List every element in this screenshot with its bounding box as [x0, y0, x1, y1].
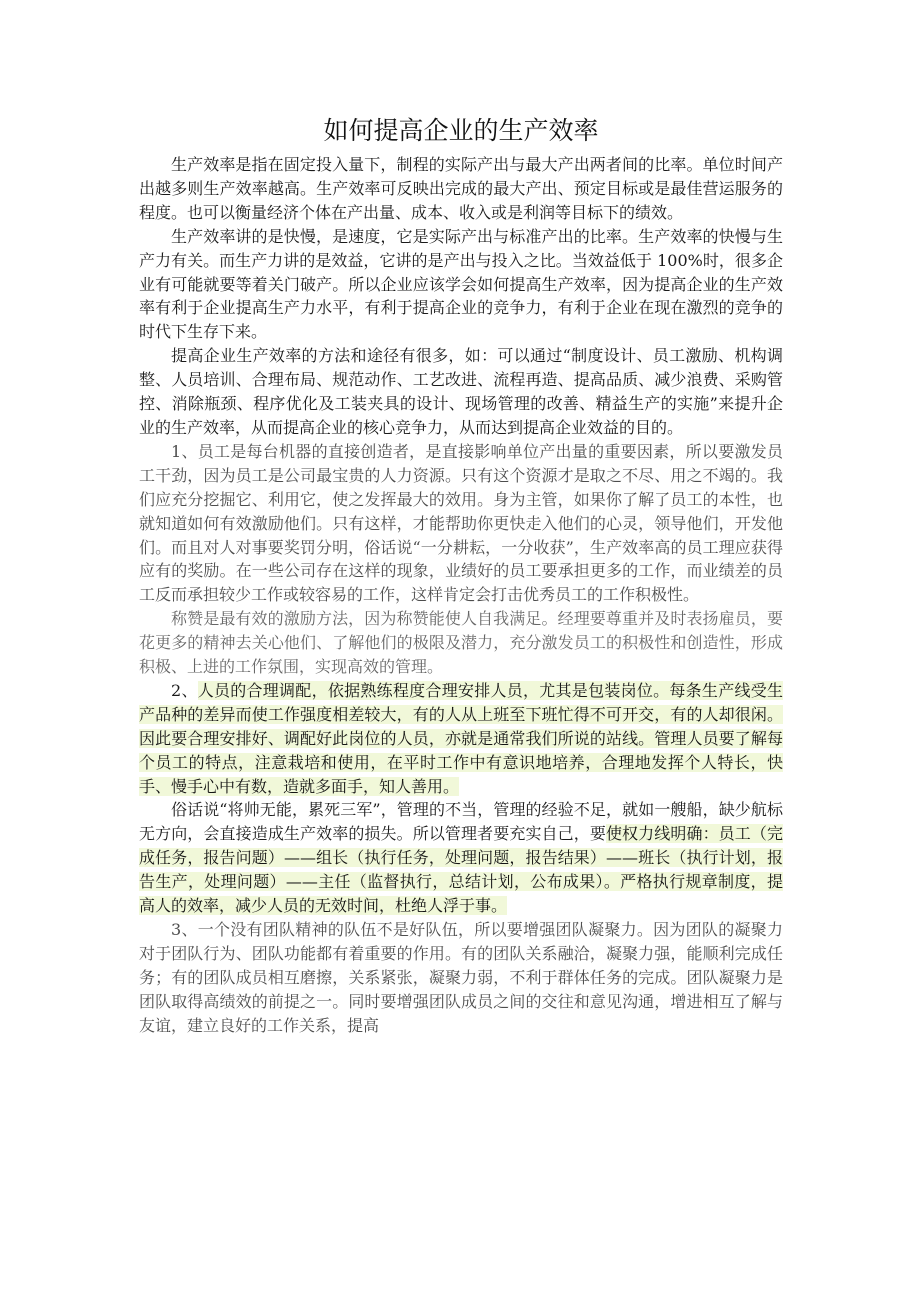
paragraph-staffing: [139, 679, 783, 799]
highlighted-text: 使权力线明确：员工（完成任务，报告问题）——组长（执行任务，处理问题，报告结果）——班长（执行计划，报告生产，处理问题）——主任（监督执行，总结计划，公布成果）。严格执行规章制度，提高人的效率，减少人员的无效时间，杜绝人浮于事。: [139, 824, 783, 916]
page-title: 如何提高企业的生产效率: [323, 116, 599, 145]
list-number: 2、: [171, 680, 198, 700]
paragraph-employees: 1、员工是每台机器的直接创造者，是直接影响单位产出量的重要因素，所以要激发员工干劲，因为员工是公司最宝贵的人力资源。只有这个资源才是取之不尽、用之不竭的。我们应充分挖掘它、利用它，使之发挥最大的效用。身为主管，如果你了解了员工的本性，也就知道如何有效激励他们。只有这样，才能帮助你更快走入他们的心灵，领导他们，开发他们。而且对人对事要奖罚分明，俗话说“一分耕耘，一分收获”，生产效率高的员工理应获得应有的奖励。在一些公司存在这样的现象，业绩好的员工要承担更多的工作，而业绩差的员工反而承担较少工作或较容易的工作，这样肯定会打击优秀员工的工作积极性。: [139, 441, 783, 605]
paragraph-teamwork: 3、一个没有团队精神的队伍不是好队伍，所以要增强团队凝聚力。因为团队的凝聚力对于团队行为、团队功能都有着重要的作用。有的团队关系融洽，凝聚力强，能顺利完成任务；有的团队成员相互磨擦，关系紧张，凝聚力弱，不利于群体任务的完成。团队凝聚力是团队取得高绩效的前提之一。同时要增强团队成员之间的交往和意见沟通，增进相互了解与友谊，建立良好的工作关系，提高: [139, 920, 783, 1035]
paragraph-speed: 生产效率讲的是快慢，是速度，它是实际产出与标准产出的比率。生产效率的快慢与生产力有关。而生产力讲的是效益，它讲的是产出与投入之比。当效益低于 100%时，很多企业有可能就要等着关门破产。所以企业应该学会如何提高生产效率，因为提高企业的生产效率有利于企业提高生产力水平，有利于提高企业的竞争力，有利于企业在现在激烈的竞争的时代下生存下来。: [139, 226, 783, 342]
highlighted-text: 人员的合理调配，依据熟练程度合理安排人员，尤其是包装岗位。每条生产线受生产品种的差异而使工作强度相差较大，有的人从上班至下班忙得不可开交，有的人却很闲。因此要合理安排好、调配好此岗位的人员，亦就是通常我们所说的站线。管理人员要了解每个员工的特点，注意栽培和使用，在平时工作中有意识地培养，合理地发挥个人特长，快手、慢手心中有数，造就多面手，知人善用。: [139, 680, 783, 796]
management-text: 俗话说“将帅无能，累死三军”，管理的不当，管理的经验不足，就如一艘船，缺少航标无方向，会直接造成生产效率的损失。所以管理者要充实自己，要: [139, 800, 783, 844]
paragraph-definition: 生产效率是指在固定投入量下，制程的实际产出与最大产出两者间的比率。单位时间产出越多则生产效率越高。生产效率可反映出完成的最大产出、预定目标或是最佳营运服务的程度。也可以衡量经济个体在产出量、成本、收入或是利润等目标下的绩效。: [139, 155, 783, 222]
paragraph-praise: 称赞是最有效的激励方法，因为称赞能使人自我满足。经理要尊重并及时表扬雇员，要花更多的精神去关心他们、了解他们的极限及潜力，充分激发员工的积极性和创造性，形成积极、上进的工作氛围，实现高效的管理。: [139, 609, 783, 677]
document-body: [139, 114, 783, 1038]
paragraph-management: [139, 798, 783, 918]
paragraph-methods: 提高企业生产效率的方法和途径有很多，如：可以通过“制度设计、员工激励、机构调整、人员培训、合理布局、规范动作、工艺改进、流程再造、提高品质、减少浪费、采购管控、消除瓶颈、程序优化及工装夹具的设计、现场管理的改善、精益生产的实施”来提升企业的生产效率，从而提高企业的核心竞争力，从而达到提高企业效益的目的。: [139, 346, 783, 437]
